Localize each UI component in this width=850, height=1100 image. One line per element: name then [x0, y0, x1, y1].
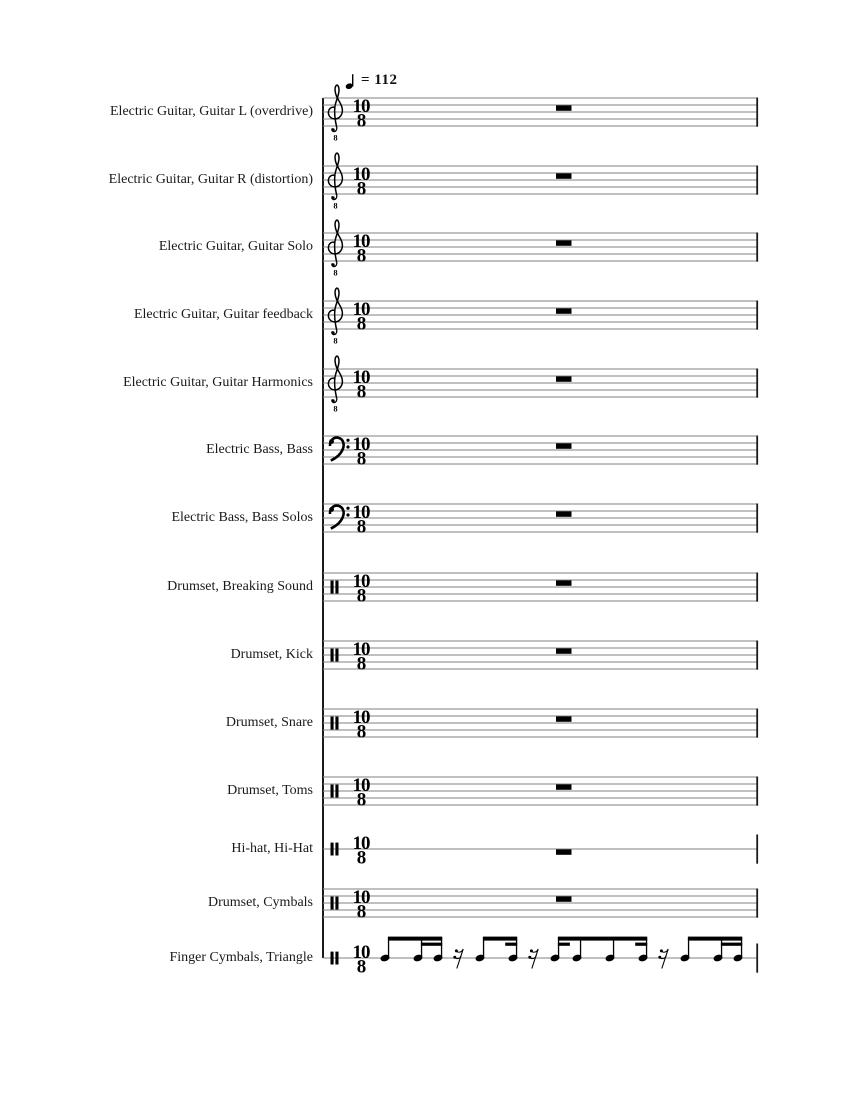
- whole-measure-rest: [556, 511, 572, 516]
- final-barline: [756, 573, 758, 602]
- treble-clef-icon: [328, 288, 342, 345]
- staff-label: Electric Bass, Bass Solos: [171, 510, 313, 525]
- staff-bass-solos: [323, 478, 759, 558]
- treble-clef-icon: [328, 356, 342, 413]
- whole-measure-rest: [556, 308, 572, 313]
- staff-label: Finger Cymbals, Triangle: [169, 950, 313, 965]
- staff-lines: [323, 709, 758, 737]
- beam: [558, 937, 647, 941]
- whole-measure-rest: [556, 716, 572, 721]
- staff-label: Drumset, Kick: [230, 647, 313, 662]
- staff-row-triangle: [0, 918, 850, 998]
- sixteenth-rest-icon: [453, 949, 463, 969]
- staff-label: Electric Guitar, Guitar Solo: [158, 239, 313, 254]
- treble-clef-icon: [328, 85, 342, 142]
- staff-lines: [323, 889, 758, 917]
- beam: [505, 943, 517, 946]
- final-barline: [756, 944, 758, 973]
- time-signature: [353, 942, 371, 977]
- final-barline: [756, 233, 758, 262]
- staff-label: Drumset, Cymbals: [208, 895, 313, 910]
- staff-lines: [323, 504, 758, 532]
- whole-measure-rest: [556, 648, 572, 653]
- final-barline: [756, 504, 758, 533]
- staff-lines: [323, 369, 758, 397]
- whole-measure-rest: [556, 580, 572, 585]
- whole-measure-rest: [556, 784, 572, 789]
- final-barline: [756, 709, 758, 738]
- whole-measure-rest: [556, 173, 572, 178]
- final-barline: [756, 369, 758, 398]
- final-barline: [756, 835, 758, 864]
- treble-clef-icon: [328, 153, 342, 210]
- staff-lines: [323, 233, 758, 261]
- beam: [483, 937, 517, 941]
- final-barline: [756, 777, 758, 806]
- staff-row-bass-solos: [0, 478, 850, 558]
- staff-lines: [323, 98, 758, 126]
- beamed-note-group-1: [380, 937, 444, 963]
- staff-triangle: [323, 918, 759, 998]
- whole-measure-rest: [556, 376, 572, 381]
- staff-label: Electric Guitar, Guitar feedback: [133, 307, 313, 322]
- final-barline: [756, 301, 758, 330]
- beam: [421, 943, 442, 946]
- final-barline: [756, 889, 758, 918]
- whole-measure-rest: [556, 443, 572, 448]
- staff-lines: [323, 166, 758, 194]
- tempo-text: = 112: [361, 71, 398, 88]
- beam: [688, 937, 742, 941]
- staff-label: Electric Guitar, Guitar R (distortion): [108, 172, 313, 187]
- whole-measure-rest: [556, 849, 572, 854]
- staff-label: Electric Guitar, Guitar L (overdrive): [110, 104, 313, 119]
- staff-label: Drumset, Breaking Sound: [167, 579, 313, 594]
- final-barline: [756, 166, 758, 195]
- staff-lines: [323, 436, 758, 464]
- final-barline: [756, 98, 758, 127]
- sixteenth-rest-icon: [658, 949, 668, 969]
- staff-lines: [323, 777, 758, 805]
- staff-label: Electric Bass, Bass: [206, 442, 313, 457]
- staff-label: Hi-hat, Hi-Hat: [231, 841, 313, 856]
- sixteenth-rest-icon: [528, 949, 538, 969]
- whole-measure-rest: [556, 105, 572, 110]
- beam: [635, 943, 647, 946]
- whole-measure-rest: [556, 240, 572, 245]
- treble-clef-icon: [328, 220, 342, 277]
- final-barline: [756, 436, 758, 465]
- staff-label: Electric Guitar, Guitar Harmonics: [123, 375, 313, 390]
- staff-lines: [323, 641, 758, 669]
- whole-measure-rest: [556, 896, 572, 901]
- staff-label: Drumset, Snare: [225, 715, 313, 730]
- final-barline: [756, 641, 758, 670]
- beamed-note-group-4: [680, 937, 744, 963]
- staff-lines: [323, 301, 758, 329]
- beamed-note-group-3: [550, 937, 649, 963]
- staff-lines: [323, 573, 758, 601]
- beam: [558, 943, 570, 946]
- beamed-note-group-2: [475, 937, 519, 963]
- beam: [721, 943, 742, 946]
- beam: [388, 937, 442, 941]
- staff-label: Drumset, Toms: [227, 783, 313, 798]
